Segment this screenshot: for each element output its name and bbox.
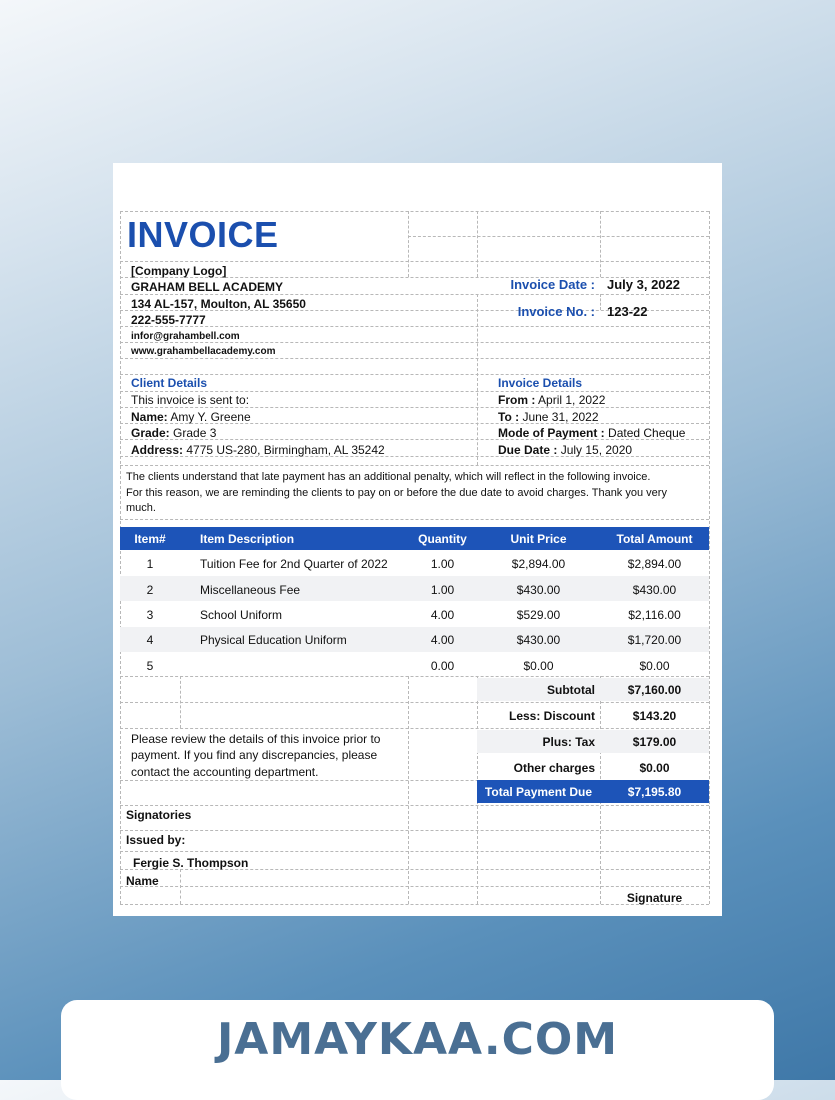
company-address: 134 AL-157, Moulton, AL 35650 [131,297,306,311]
row-4-description: Physical Education Uniform [200,633,347,647]
review-note-line-1: Please review the details of this invoice prior to [131,732,381,746]
invoice-details-heading: Invoice Details [498,376,583,390]
issuer-name: Fergie S. Thompson [133,856,249,870]
company-website: www.grahambellacademy.com [131,346,276,357]
row-4-total: $1,720.00 [627,633,682,647]
notice-line-3: much. [126,502,156,514]
client-grade-value: Grade 3 [173,426,217,440]
signatories-heading: Signatories [126,808,192,822]
client-name-row [131,410,251,424]
invoice-title: INVOICE [127,214,279,255]
discount-value: $143.20 [632,709,677,723]
row-4-quantity: 4.00 [430,633,455,647]
row-5-unit-price: $0.00 [523,659,554,673]
discount-label: Less: Discount [508,709,595,723]
brand-watermark: JAMAYKAA.COM [216,1014,619,1065]
row-2-item: 2 [146,583,154,597]
total-due-value: $7,195.80 [627,785,682,799]
tax-value: $179.00 [632,735,677,749]
invoice-sheet [113,163,722,916]
details-from-value: April 1, 2022 [538,393,606,407]
row-1-total: $2,894.00 [627,557,682,571]
other-charges-label: Other charges [513,761,595,775]
company-name: GRAHAM BELL ACADEMY [131,280,283,294]
row-4-unit-price: $430.00 [516,633,561,647]
row-3-total: $2,116.00 [628,608,681,622]
client-address-label: Address: [131,443,184,457]
client-address-row [131,443,385,457]
notice-line-1: The clients understand that late payment has an additional penalty, which will reflect in the following invoice. [126,471,651,483]
row-1-quantity: 1.00 [430,557,455,571]
invoice-number-label: Invoice No. : [517,304,595,319]
company-email: infor@grahambell.com [131,331,240,342]
row-2-quantity: 1.00 [430,583,455,597]
row-3-unit-price: $529.00 [516,608,561,622]
other-charges-value: $0.00 [639,761,670,775]
signature-label: Signature [626,891,683,905]
row-2-total: $430.00 [632,583,677,597]
details-due-row [498,443,632,457]
details-from-row [498,393,605,407]
issued-by-label: Issued by: [126,833,186,847]
details-to-row [498,410,599,424]
details-from-label: From : [498,393,536,407]
invoice-number-value: 123-22 [607,304,648,319]
header-unit-price: Unit Price [510,532,567,546]
header-item-number: Item# [134,532,166,546]
header-item-description: Item Description [200,532,295,546]
client-grade-label: Grade: [131,426,170,440]
row-1-unit-price: $2,894.00 [511,557,566,571]
row-2-description: Miscellaneous Fee [200,583,301,597]
invoice-date-label: Invoice Date : [510,277,595,292]
client-grade-row [131,426,216,440]
footer-banner [61,1000,774,1100]
company-phone: 222-555-7777 [131,313,206,327]
details-due-value: July 15, 2020 [560,443,633,457]
subtotal-value: $7,160.00 [627,683,682,697]
tax-label: Plus: Tax [542,735,595,749]
details-to-value: June 31, 2022 [522,410,599,424]
review-note-line-3: contact the accounting department. [131,765,319,779]
client-sent-to: This invoice is sent to: [131,393,250,407]
client-name-value: Amy Y. Greene [170,410,251,424]
review-note-line-2: payment. If you find any discrepancies, please [131,748,378,762]
row-1-description: Tuition Fee for 2nd Quarter of 2022 [200,557,388,571]
header-total-amount: Total Amount [616,532,693,546]
details-to-label: To : [498,410,520,424]
notice-line-2: For this reason, we are reminding the clients to pay on or before the due date to avoid charges. Thank you very [126,487,667,499]
invoice-date-value: July 3, 2022 [607,277,680,292]
row-1-item: 1 [146,557,154,571]
company-logo-placeholder: [Company Logo] [131,264,227,278]
details-mode-value: Dated Cheque [608,426,686,440]
client-address-value: 4775 US-280, Birmingham, AL 35242 [186,443,385,457]
row-4-item: 4 [146,633,154,647]
row-3-description: School Uniform [200,608,283,622]
row-5-quantity: 0.00 [430,659,455,673]
details-due-label: Due Date : [498,443,558,457]
row-3-quantity: 4.00 [430,608,455,622]
row-2-unit-price: $430.00 [516,583,561,597]
total-due-label: Total Payment Due [484,785,593,799]
client-details-heading: Client Details [131,376,208,390]
details-mode-row [498,426,685,440]
row-5-item: 5 [146,659,154,673]
details-mode-label: Mode of Payment : [498,426,605,440]
row-3-item: 3 [146,608,154,622]
row-5-total: $0.00 [639,659,670,673]
subtotal-label: Subtotal [547,683,595,697]
header-quantity: Quantity [418,532,467,546]
client-name-label: Name: [131,410,168,424]
name-label: Name [126,874,159,888]
